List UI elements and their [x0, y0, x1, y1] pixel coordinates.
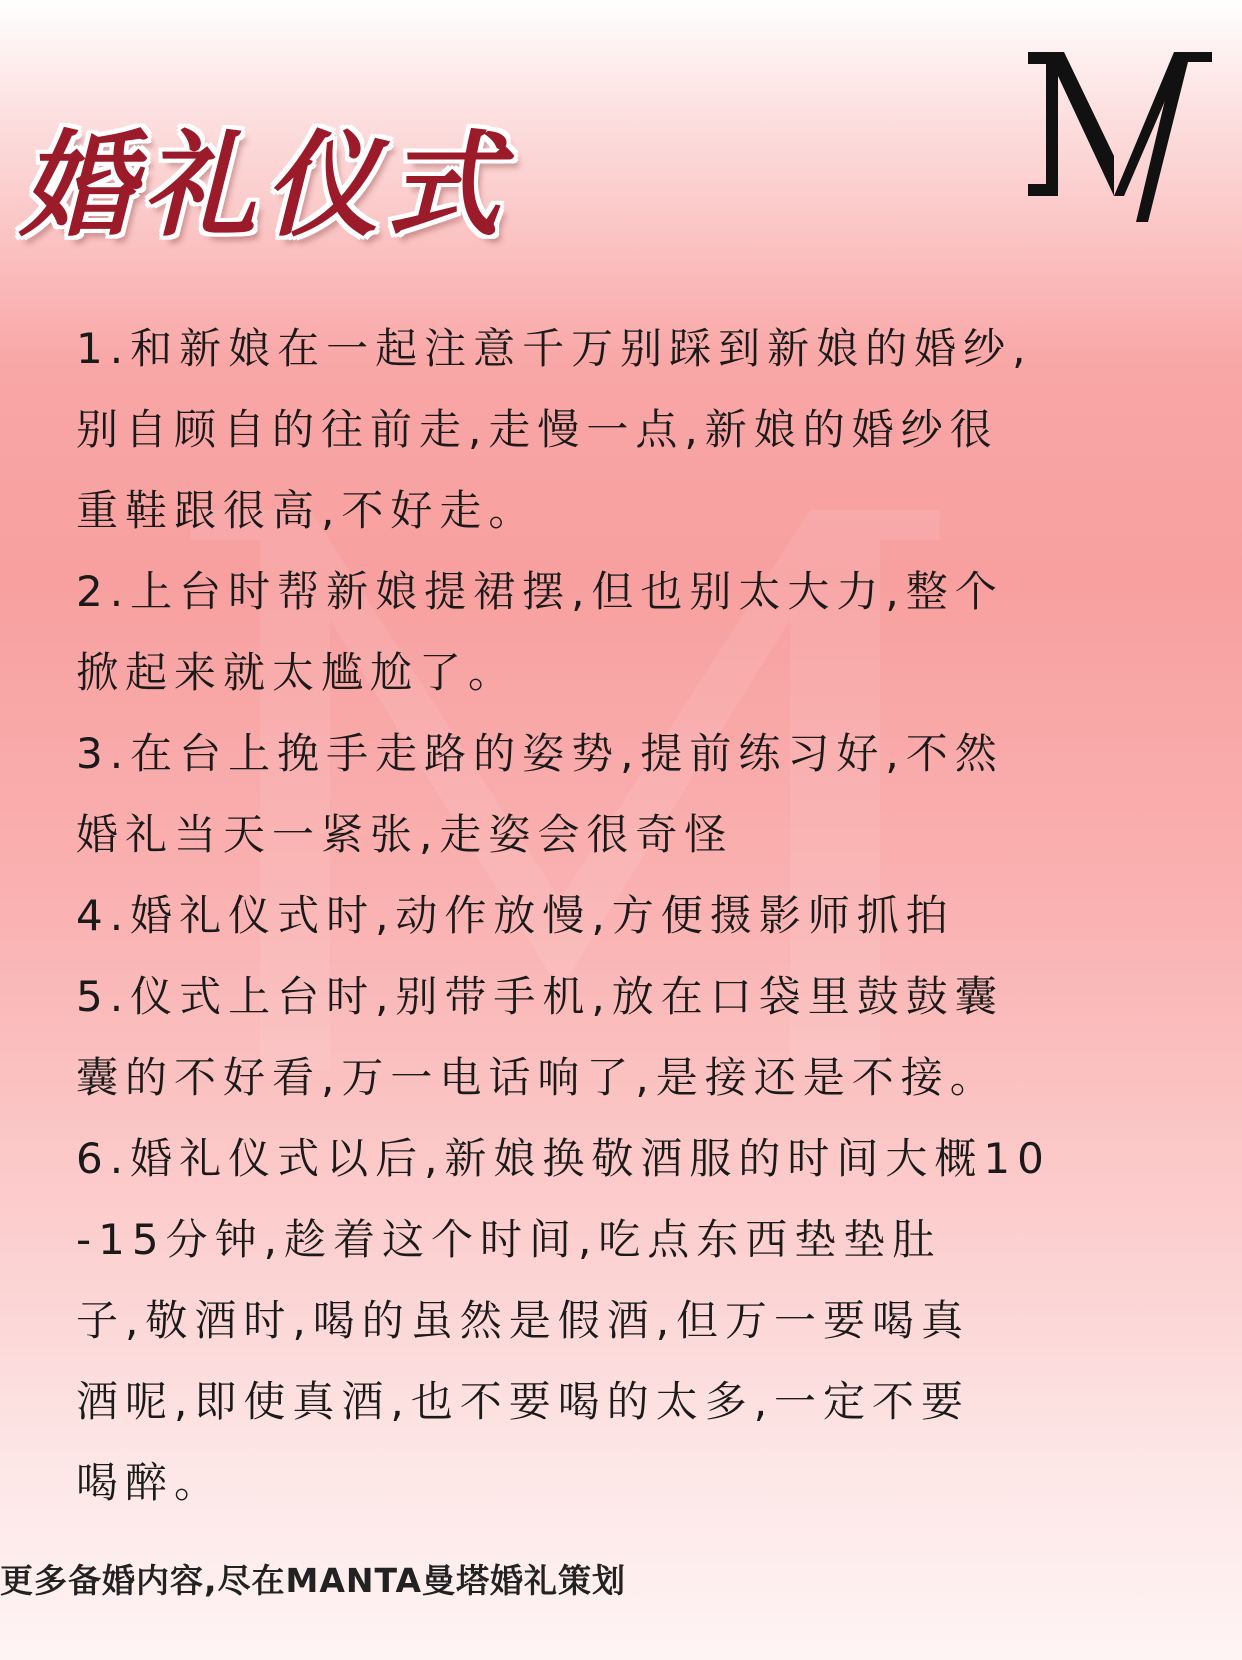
- tip-line: -15分钟,趁着这个时间,吃点东西垫垫肚: [76, 1215, 942, 1264]
- tip-item: [76, 1118, 1166, 1523]
- tip-line: 别自顾自的往前走,走慢一点,新娘的婚纱很: [76, 405, 999, 454]
- tip-item: [76, 956, 1166, 1118]
- m-monogram-logo-icon: [1024, 46, 1214, 236]
- tip-line: 婚礼当天一紧张,走姿会很奇怪: [76, 810, 734, 859]
- tips-list: [76, 308, 1166, 1523]
- tip-line: 6.婚礼仪式以后,新娘换敬酒服的时间大概10: [76, 1134, 1051, 1183]
- tip-item: [76, 713, 1166, 875]
- tip-line: 重鞋跟很高,不好走。: [76, 486, 538, 535]
- tip-line: 1.和新娘在一起注意千万别踩到新娘的婚纱,: [76, 324, 1033, 373]
- tip-line: 子,敬酒时,喝的虽然是假酒,但万一要喝真: [76, 1296, 971, 1345]
- tip-item: [76, 551, 1166, 713]
- tip-item: [76, 308, 1166, 551]
- tip-line: 喝醉。: [76, 1458, 224, 1507]
- tip-line: 囊的不好看,万一电话响了,是接还是不接。: [76, 1053, 999, 1102]
- tip-line: 酒呢,即使真酒,也不要喝的太多,一定不要: [76, 1377, 971, 1426]
- tip-line: 掀起来就太尴尬了。: [76, 648, 518, 697]
- tip-line: 3.在台上挽手走路的姿势,提前练习好,不然: [76, 729, 1004, 778]
- tip-item: [76, 875, 1166, 956]
- footer-promo-text: 更多备婚内容,尽在MANTA曼塔婚礼策划: [0, 1561, 627, 1600]
- page-title: 婚礼仪式: [20, 118, 509, 252]
- tip-line: 5.仪式上台时,别带手机,放在口袋里鼓鼓囊: [76, 972, 1004, 1021]
- tip-line: 2.上台时帮新娘提裙摆,但也别太大力,整个: [76, 567, 1004, 616]
- tip-line: 4.婚礼仪式时,动作放慢,方便摄影师抓拍: [76, 891, 955, 940]
